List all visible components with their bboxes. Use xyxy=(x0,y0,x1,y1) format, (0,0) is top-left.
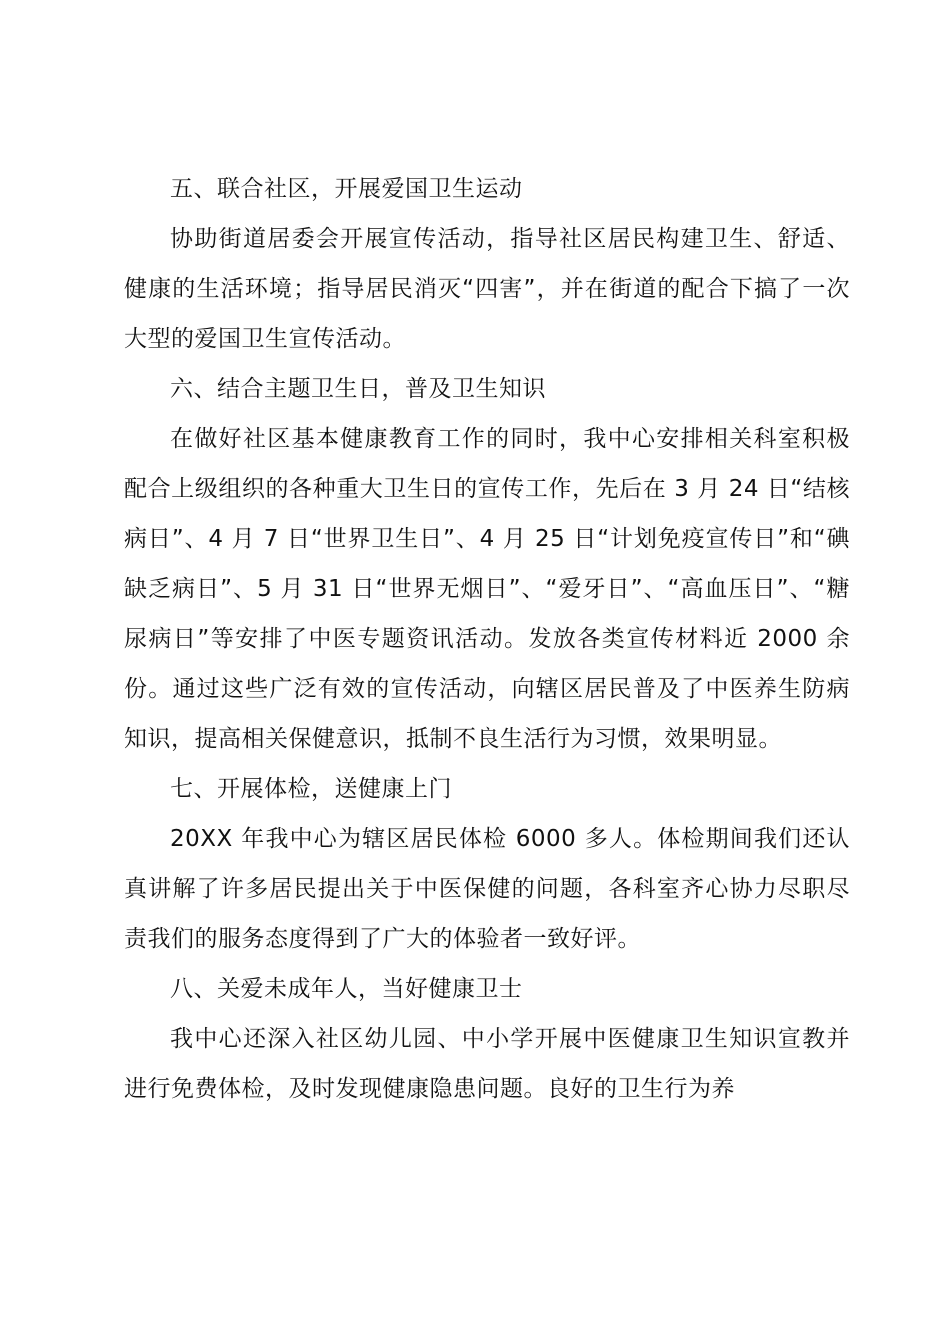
section-heading-8: 八、关爱未成年人，当好健康卫士 xyxy=(170,976,523,1002)
section-heading-7: 七、开展体检，送健康上门 xyxy=(170,776,452,802)
section-heading-5: 五、联合社区，开展爱国卫生运动 xyxy=(170,176,523,202)
section-paragraph-6: 在做好社区基本健康教育工作的同时，我中心安排相关科室积极配合上级组织的各种重大卫生日的宣传工作，先后在 3 月 24 日“结核病日”、4 月 7 日“世界卫生日”、4 月 25 日“计划免疫宣传日”和“碘缺乏病日”、5 月 31 日“世界无烟日”、“爱牙日”、“高血压日”、“糖尿病日”等安排了中医专题资讯活动。发放各类宣传材料近 2000 余份。通过这些广泛有效的宣传活动，向辖区居民普及了中医养生防病知识，提高相关保健意识，抵制不良生活行为习惯，效果明显。 xyxy=(124,426,850,752)
document-body xyxy=(124,164,850,1114)
section-paragraph-5: 协助街道居委会开展宣传活动，指导社区居民构建卫生、舒适、健康的生活环境；指导居民消灭“四害”，并在街道的配合下搞了一次大型的爱国卫生宣传活动。 xyxy=(124,226,850,352)
section-heading-6: 六、结合主题卫生日，普及卫生知识 xyxy=(170,376,546,402)
section-paragraph-8: 我中心还深入社区幼儿园、中小学开展中医健康卫生知识宣教并进行免费体检，及时发现健康隐患问题。良好的卫生行为养 xyxy=(124,1026,850,1102)
section-paragraph-7: 20XX 年我中心为辖区居民体检 6000 多人。体检期间我们还认真讲解了许多居民提出关于中医保健的问题，各科室齐心协力尽职尽责我们的服务态度得到了广大的体验者一致好评。 xyxy=(124,826,850,952)
